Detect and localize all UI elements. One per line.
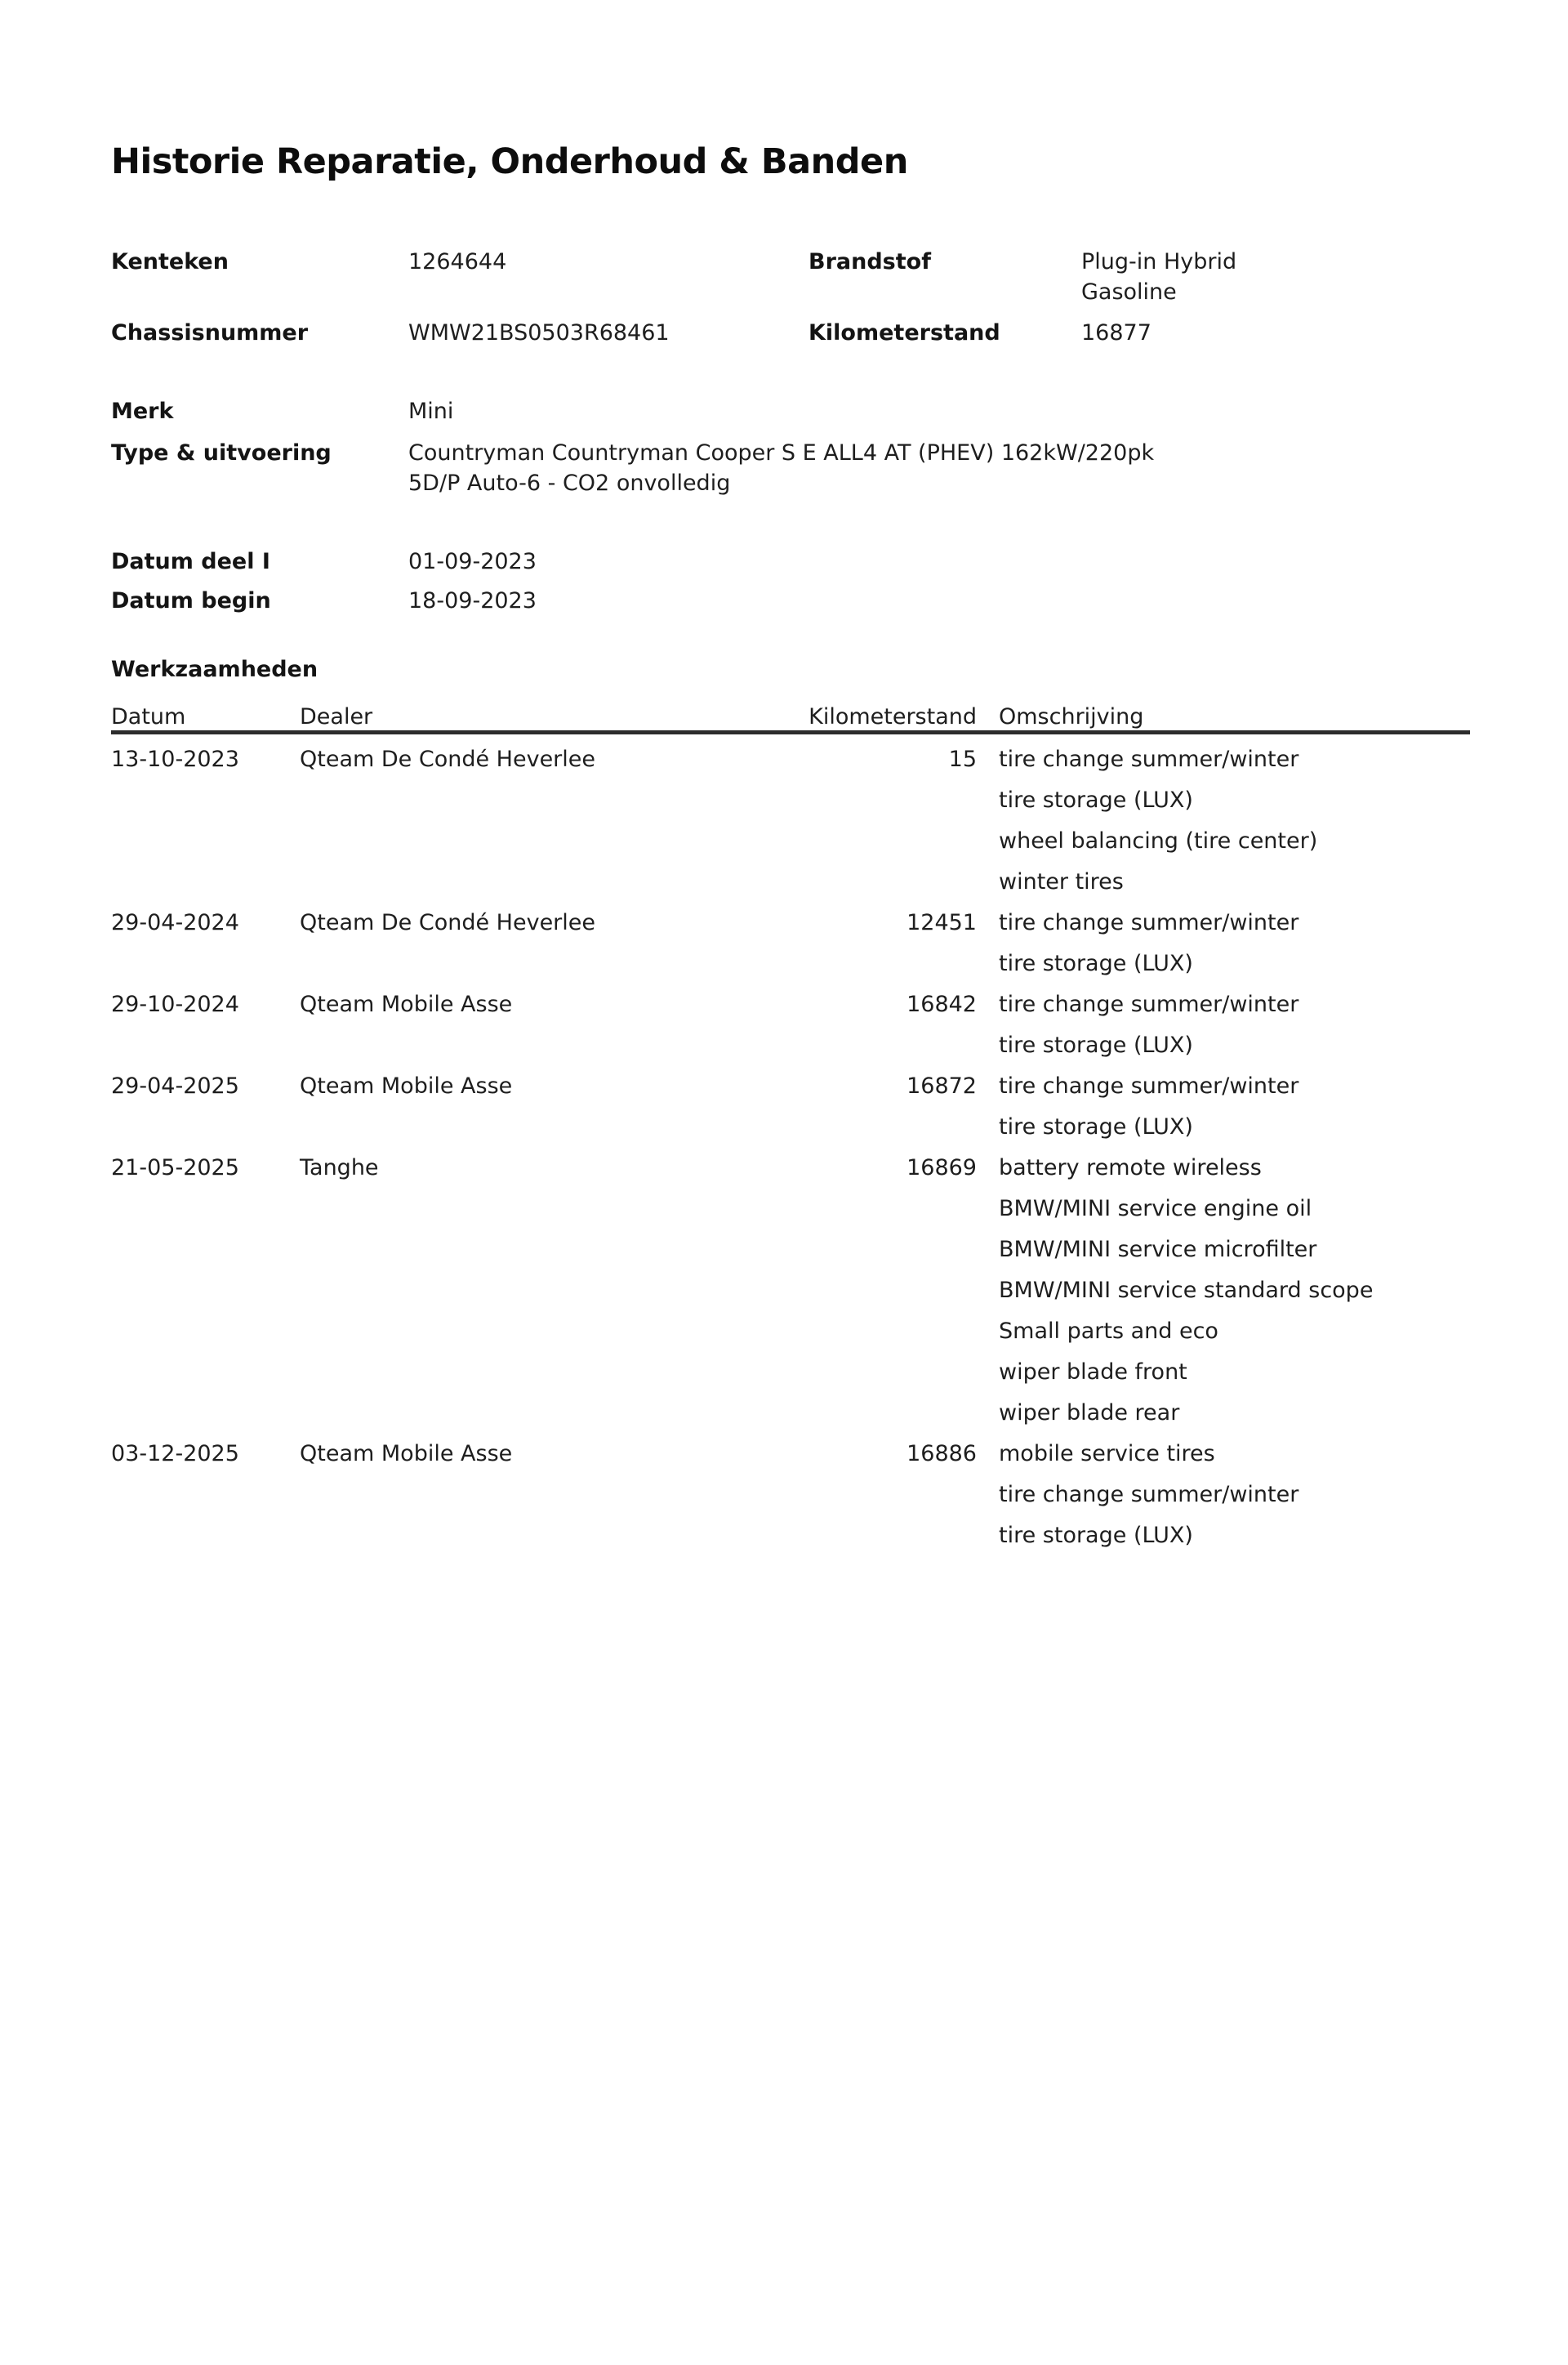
table-row-continuation [111,1352,1470,1393]
vehicle-info-block-3 [111,547,1486,616]
row-dealer-empty [300,1311,790,1352]
table-row-continuation [111,1025,1470,1066]
row-dealer-empty [300,821,790,862]
vehicle-info-block-1 [111,247,1486,348]
row-dealer-empty [300,1393,790,1434]
table-row-continuation [111,862,1470,903]
table-row [111,732,1470,780]
row-omschrijving-line: tire change summer/winter [999,909,1299,935]
werkzaamheden-table [111,703,1470,1556]
type-uitvoering-value-line2: 5D/P Auto-6 - CO2 onvolledig [408,470,731,496]
row-omschrijving-line: tire change summer/winter [999,746,1299,772]
row-datum: 21-05-2025 [111,1154,239,1180]
row-kilometerstand: 16842 [906,991,977,1017]
row-datum-empty [111,944,300,984]
row-kilometerstand-empty [790,1352,977,1393]
row-kilometerstand-empty [790,1189,977,1229]
row-kilometerstand-empty [790,1393,977,1434]
row-omschrijving-line: tire storage (LUX) [999,1032,1193,1058]
row-kilometerstand-empty [790,944,977,984]
row-omschrijving-line: tire change summer/winter [999,991,1299,1017]
row-kilometerstand-empty [790,780,977,821]
row-omschrijving-line: Small parts and eco [999,1318,1218,1344]
row-omschrijving-line: tire storage (LUX) [999,1522,1193,1548]
row-kilometerstand-empty [790,1229,977,1270]
row-kilometerstand: 12451 [906,909,977,935]
table-row [111,984,1470,1025]
row-kilometerstand: 16872 [906,1073,977,1099]
row-datum: 13-10-2023 [111,746,239,772]
row-dealer-empty [300,1025,790,1066]
row-datum: 03-12-2025 [111,1440,239,1466]
brandstof-value [1081,247,1486,307]
row-dealer-empty [300,1189,790,1229]
row-kilometerstand-empty [790,1311,977,1352]
table-row-continuation [111,1475,1470,1515]
row-dealer-empty [300,1107,790,1148]
kilometerstand-label: Kilometerstand [808,319,1000,346]
row-datum-empty [111,1189,300,1229]
row-datum-empty [111,1229,300,1270]
row-dealer-empty [300,1515,790,1556]
row-datum-empty [111,821,300,862]
chassisnummer-value: WMW21BS0503R68461 [408,319,670,346]
row-kilometerstand-empty [790,821,977,862]
row-omschrijving-line: wiper blade front [999,1359,1187,1385]
row-omschrijving-line: tire storage (LUX) [999,787,1193,813]
row-kilometerstand-empty [790,1107,977,1148]
row-dealer-empty [300,1270,790,1311]
row-datum-empty [111,1270,300,1311]
werkzaamheden-table-header [111,703,1470,733]
row-omschrijving-line: tire change summer/winter [999,1481,1299,1507]
brandstof-label: Brandstof [808,248,931,274]
row-kilometerstand: 15 [948,746,977,772]
row-datum-empty [111,1515,300,1556]
werkzaamheden-heading: Werkzaamheden [111,656,318,682]
vehicle-info-block-2 [111,396,1486,498]
kenteken-label: Kenteken [111,248,229,274]
table-row-continuation [111,1189,1470,1229]
row-datum-empty [111,1107,300,1148]
row-omschrijving-line: BMW/MINI service microfilter [999,1236,1317,1262]
column-header-dealer: Dealer [300,703,790,733]
row-dealer-empty [300,862,790,903]
type-uitvoering-label: Type & uitvoering [111,440,332,466]
row-omschrijving-line: BMW/MINI service standard scope [999,1277,1374,1303]
table-row [111,1434,1470,1475]
row-kilometerstand-empty [790,1475,977,1515]
row-dealer: Qteam Mobile Asse [300,1440,513,1466]
row-kilometerstand: 16886 [906,1440,977,1466]
merk-label: Merk [111,398,174,424]
table-row-continuation [111,1107,1470,1148]
kilometerstand-value: 16877 [1081,319,1152,346]
datum-deel-1-value: 01-09-2023 [408,548,537,574]
row-omschrijving-line: wheel balancing (tire center) [999,828,1318,854]
row-datum-empty [111,862,300,903]
datum-deel-1-label: Datum deel I [111,548,270,574]
row-kilometerstand-empty [790,1025,977,1066]
table-row-continuation [111,1270,1470,1311]
row-dealer: Qteam Mobile Asse [300,1073,513,1099]
row-datum-empty [111,1475,300,1515]
row-omschrijving-line: tire change summer/winter [999,1073,1299,1099]
table-row-continuation [111,1311,1470,1352]
table-row-continuation [111,821,1470,862]
row-kilometerstand: 16869 [906,1154,977,1180]
column-header-datum: Datum [111,703,300,733]
row-datum-empty [111,1393,300,1434]
werkzaamheden-table-body [111,732,1470,1556]
table-row-continuation [111,1515,1470,1556]
row-datum-empty [111,1311,300,1352]
row-omschrijving-line: mobile service tires [999,1440,1215,1466]
row-dealer: Qteam De Condé Heverlee [300,909,596,935]
type-uitvoering-value-line1: Countryman Countryman Cooper S E ALL4 AT (PHEV) 162kW/220pk [408,440,1155,466]
row-kilometerstand-empty [790,1515,977,1556]
row-dealer-empty [300,1475,790,1515]
datum-begin-label: Datum begin [111,587,271,614]
row-omschrijving-line: BMW/MINI service engine oil [999,1195,1312,1221]
table-row-continuation [111,944,1470,984]
row-kilometerstand-empty [790,862,977,903]
row-datum-empty [111,780,300,821]
row-kilometerstand-empty [790,1270,977,1311]
kenteken-value: 1264644 [408,248,507,274]
table-row-continuation [111,1393,1470,1434]
datum-begin-value: 18-09-2023 [408,587,537,614]
brandstof-value-line2: Gasoline [1081,279,1177,305]
row-datum: 29-04-2025 [111,1073,239,1099]
table-row [111,1148,1470,1189]
document-page [0,141,1568,2365]
row-dealer-empty [300,780,790,821]
table-row-continuation [111,1229,1470,1270]
table-row [111,903,1470,944]
row-dealer-empty [300,1229,790,1270]
row-omschrijving-line: battery remote wireless [999,1154,1262,1180]
chassisnummer-label: Chassisnummer [111,319,309,346]
brandstof-value-line1: Plug-in Hybrid [1081,248,1237,274]
row-dealer-empty [300,944,790,984]
row-datum: 29-04-2024 [111,909,239,935]
row-dealer: Tanghe [300,1154,379,1180]
row-datum-empty [111,1025,300,1066]
row-datum-empty [111,1352,300,1393]
type-uitvoering-value [408,438,1258,498]
row-omschrijving-line: winter tires [999,868,1124,895]
table-row-continuation [111,780,1470,821]
column-header-kilometerstand: Kilometerstand [790,703,977,733]
page-title: Historie Reparatie, Onderhoud & Banden [111,141,908,182]
row-dealer: Qteam Mobile Asse [300,991,513,1017]
table-row [111,1066,1470,1107]
row-omschrijving-line: wiper blade rear [999,1399,1180,1426]
row-dealer: Qteam De Condé Heverlee [300,746,596,772]
row-omschrijving-line: tire storage (LUX) [999,1113,1193,1140]
row-datum: 29-10-2024 [111,991,239,1017]
row-omschrijving-line: tire storage (LUX) [999,950,1193,976]
merk-value: Mini [408,398,454,424]
column-header-omschrijving: Omschrijving [977,703,1470,733]
row-dealer-empty [300,1352,790,1393]
